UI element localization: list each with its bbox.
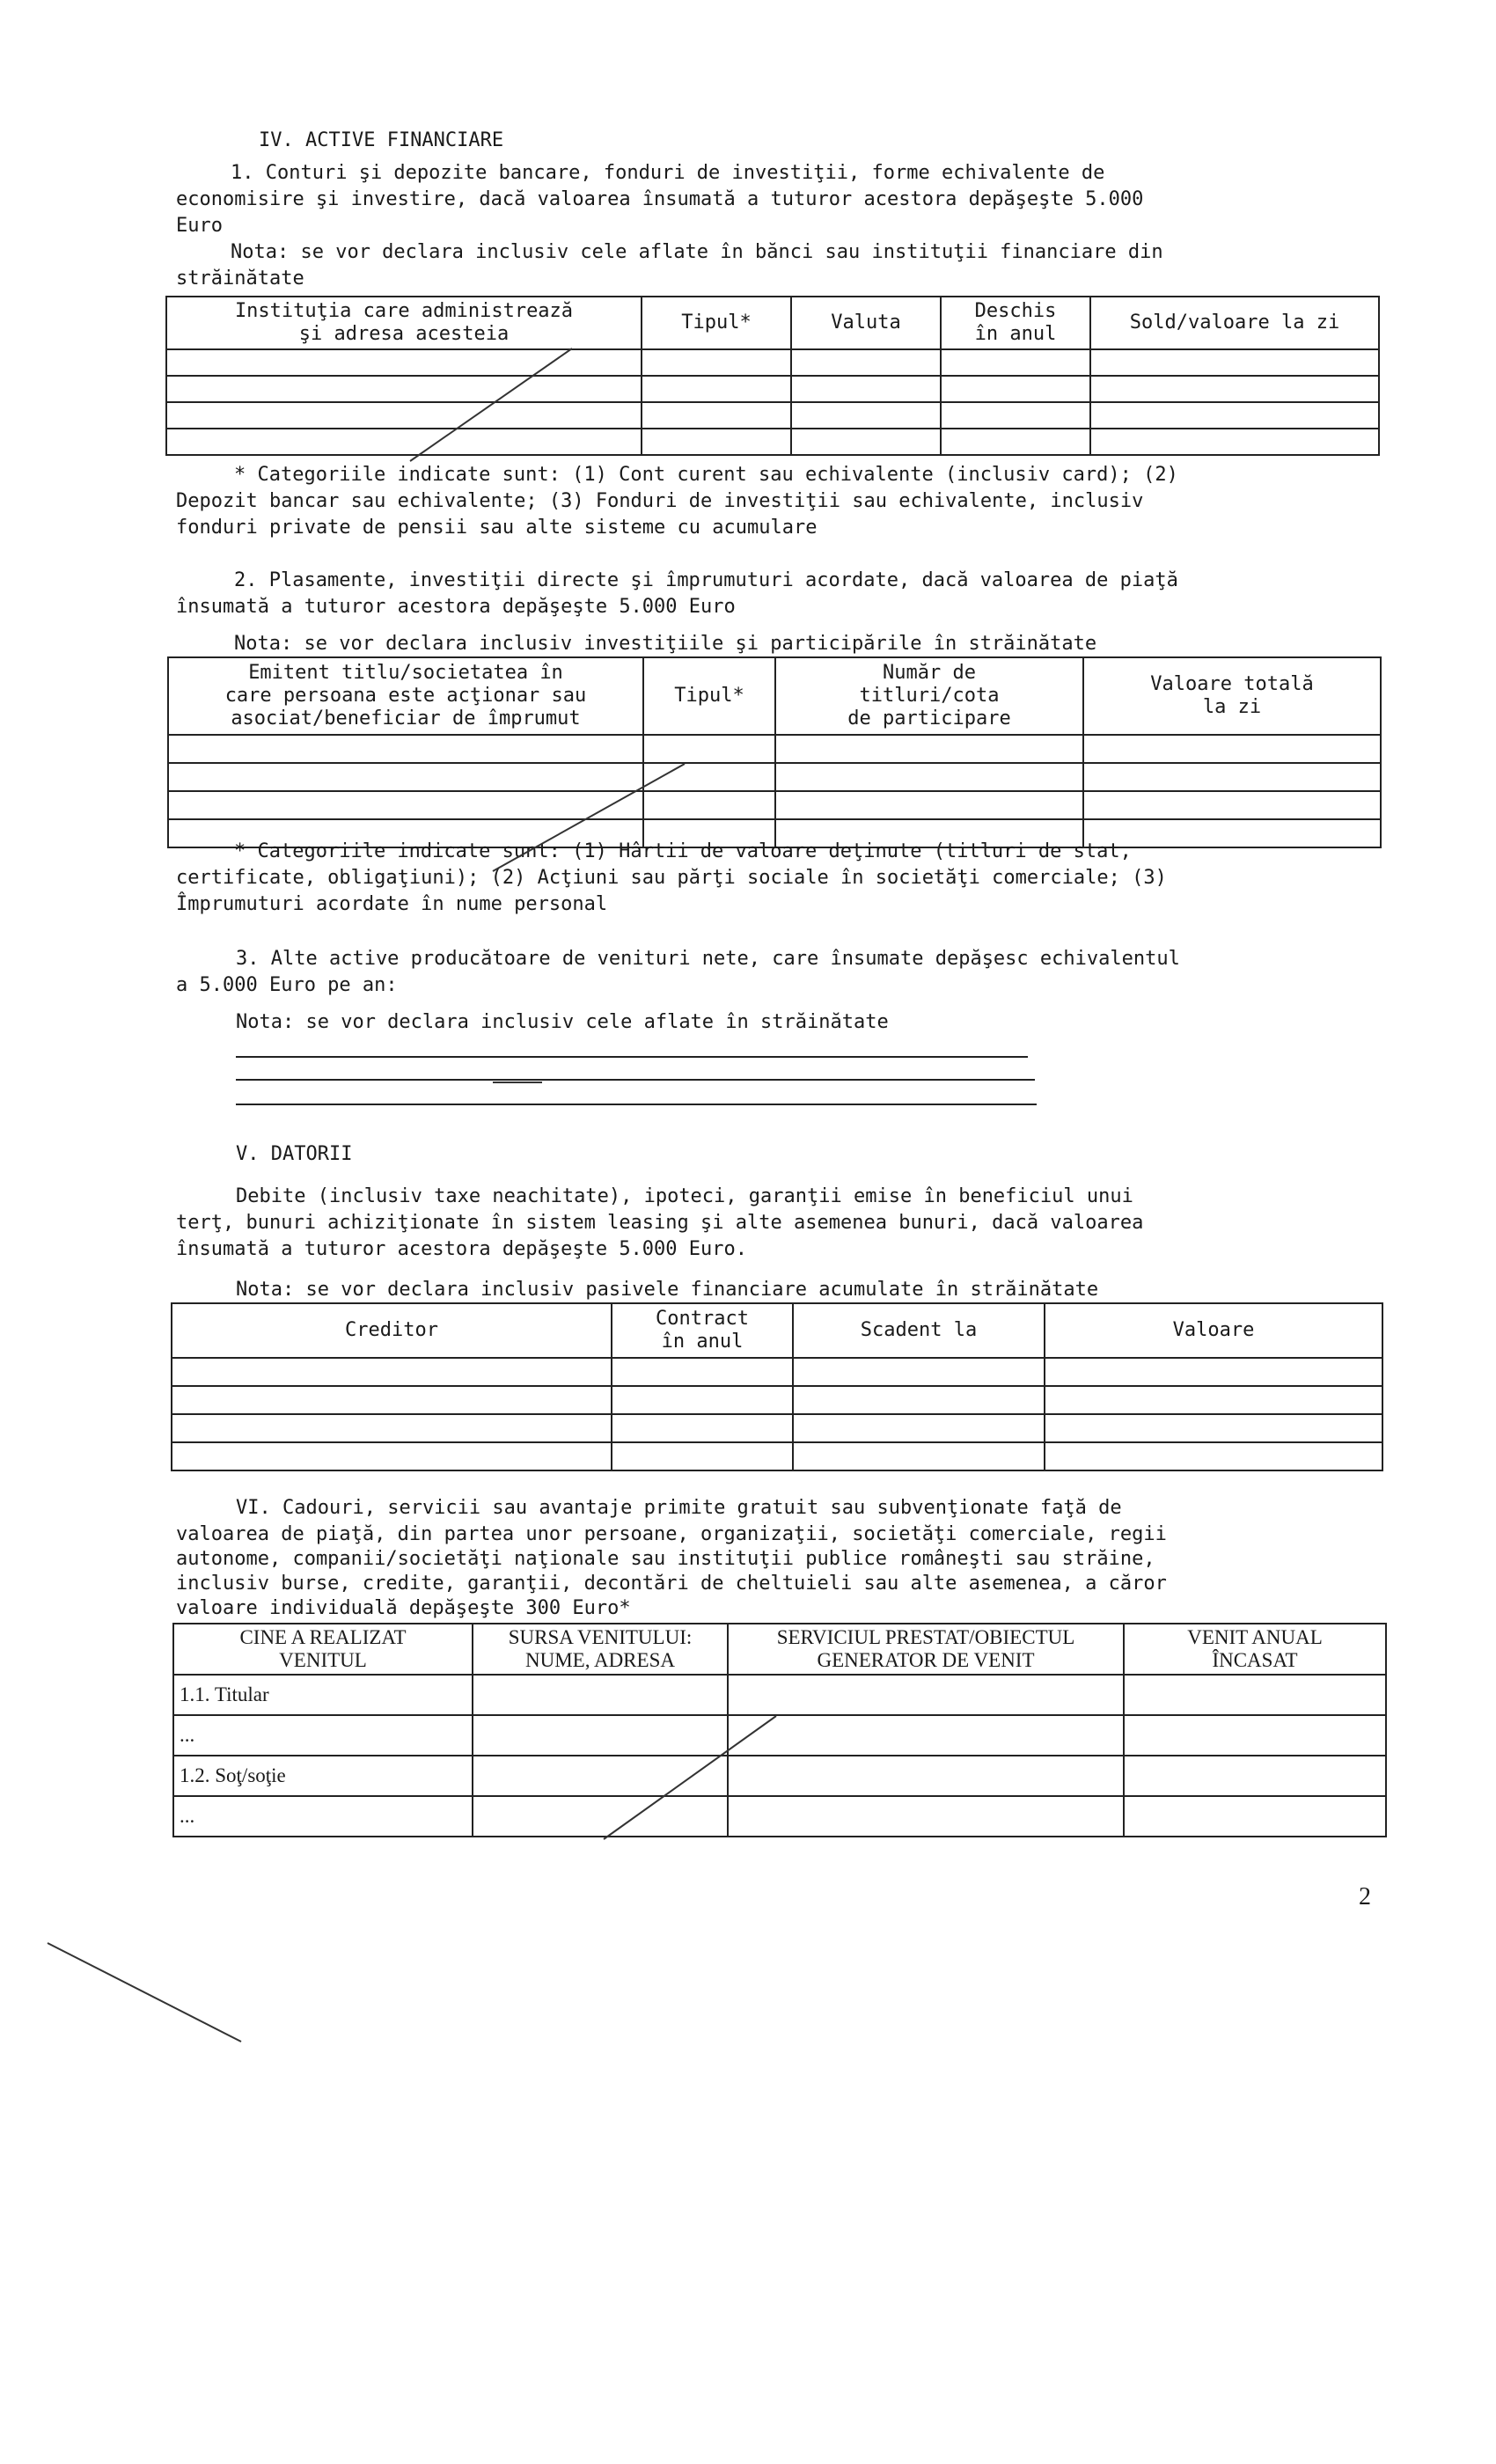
header-opened-year: Deschis în anul	[941, 297, 1090, 349]
item1-line-2: economisire şi investire, dacă valoarea însumată a tuturor acestora depăşeşte 5.000	[176, 188, 1144, 210]
strike-line	[604, 1716, 776, 1839]
strike-line	[493, 764, 685, 871]
section-v-title: V. DATORII	[236, 1143, 353, 1165]
item1-line-1: 1. Conturi şi depozite bancare, fonduri de investiţii, forme echivalente de	[231, 162, 1105, 184]
item2-note: Nota: se vor declara inclusiv investiţiile şi participările în străinătate	[234, 633, 1097, 655]
header-who: CINE A REALIZAT VENITUL	[173, 1624, 473, 1675]
header-creditor: Creditor	[172, 1303, 612, 1358]
page-number: 2	[1359, 1883, 1371, 1910]
item1-footnote-line-2: Depozit bancar sau echivalente; (3) Fonduri de investiţii sau echivalente, inclusiv	[176, 490, 1144, 512]
item3-line-1: 3. Alte active producătoare de venituri nete, care însumate depăşesc echivalentul	[236, 948, 1180, 970]
section-v-line-3: însumată a tuturor acestora depăşeşte 5.000 Euro.	[176, 1238, 748, 1260]
item2-footnote-line-1: * Categoriile indicate sunt: (1) Hârtii de valoare deţinute (titluri de stat,	[234, 840, 1132, 862]
item2-line-1: 2. Plasamente, investiţii directe şi împrumuturi acordate, dacă valoarea de piaţă	[234, 569, 1178, 591]
header-type: Tipul*	[642, 297, 791, 349]
section-vi-title: VI.	[236, 1497, 271, 1519]
item2-line-2: însumată a tuturor acestora depăşeşte 5.000 Euro	[176, 596, 736, 618]
header-type: Tipul*	[643, 657, 775, 735]
header-institution: Instituţia care administrează şi adresa acesteia	[166, 297, 642, 349]
item3-note: Nota: se vor declara inclusiv cele aflate în străinătate	[236, 1011, 889, 1033]
item2-footnote-line-2: certificate, obligaţiuni); (2) Acţiuni sau părţi sociale în societăţi comerciale; (3)	[176, 867, 1167, 889]
header-shares: Număr de titluri/cota de participare	[775, 657, 1083, 735]
header-currency: Valuta	[791, 297, 941, 349]
item1-line-3: Euro	[176, 215, 223, 237]
section-v-line-1: Debite (inclusiv taxe neachitate), ipoteci, garanţii emise în beneficiul unui	[236, 1185, 1133, 1207]
section-vi-line-3: autonome, companii/societăţi naţionale sau instituţii publice româneşti sau străine,	[176, 1548, 1155, 1570]
section-vi-line-5: valoare individuală depăşeşte 300 Euro*	[176, 1597, 631, 1619]
section-v-note: Nota: se vor declara inclusiv pasivele financiare acumulate în străinătate	[236, 1279, 1099, 1301]
strike-line	[48, 1943, 241, 2042]
strike-line	[410, 348, 572, 461]
header-balance: Sold/valoare la zi	[1090, 297, 1379, 349]
item1-note-line-1: Nota: se vor declara inclusiv cele aflate în bănci sau instituţii financiare din	[231, 241, 1163, 263]
section-v-line-2: terţ, bunuri achiziţionate în sistem leasing şi alte asemenea bunuri, dacă valoarea	[176, 1212, 1144, 1234]
item2-footnote-line-3: Împrumuturi acordate în nume personal	[176, 893, 608, 915]
section-vi-line-4: inclusiv burse, credite, garanţii, decontări de cheltuieli sau alte asemenea, a căror	[176, 1573, 1167, 1595]
item1-note-line-2: străinătate	[176, 268, 304, 290]
section-vi-line-2: valoarea de piaţă, din partea unor persoane, organizaţii, societăţi comerciale, regii	[176, 1523, 1167, 1545]
item1-footnote-line-1: * Categoriile indicate sunt: (1) Cont curent sau echivalente (inclusiv card); (2)	[234, 464, 1178, 486]
section-iv-title: IV. ACTIVE FINANCIARE	[259, 129, 504, 151]
row-label: ...	[173, 1796, 473, 1837]
header-due-date: Scadent la	[793, 1303, 1045, 1358]
header-annual-income: VENIT ANUAL ÎNCASAT	[1124, 1624, 1386, 1675]
header-contract-year: Contract în anul	[612, 1303, 793, 1358]
row-label: ...	[173, 1715, 473, 1756]
header-source: SURSA VENITULUI: NUME, ADRESA	[473, 1624, 728, 1675]
row-label: 1.1. Titular	[173, 1675, 473, 1715]
item1-footnote-line-3: fonduri private de pensii sau alte sisteme cu acumulare	[176, 517, 818, 539]
section-vi-line-1: VI. Cadouri, servicii sau avantaje primite gratuit sau subvenţionate faţă de	[236, 1497, 1122, 1519]
header-value: Valoare	[1045, 1303, 1382, 1358]
item3-line-2: a 5.000 Euro pe an:	[176, 974, 398, 996]
header-total-value: Valoare totală la zi	[1083, 657, 1381, 735]
header-service: SERVICIUL PRESTAT/OBIECTUL GENERATOR DE VENIT	[728, 1624, 1124, 1675]
row-label: 1.2. Soţ/soţie	[173, 1756, 473, 1796]
header-issuer: Emitent titlu/societatea în care persoana este acţionar sau asociat/beneficiar de împrumut	[168, 657, 643, 735]
